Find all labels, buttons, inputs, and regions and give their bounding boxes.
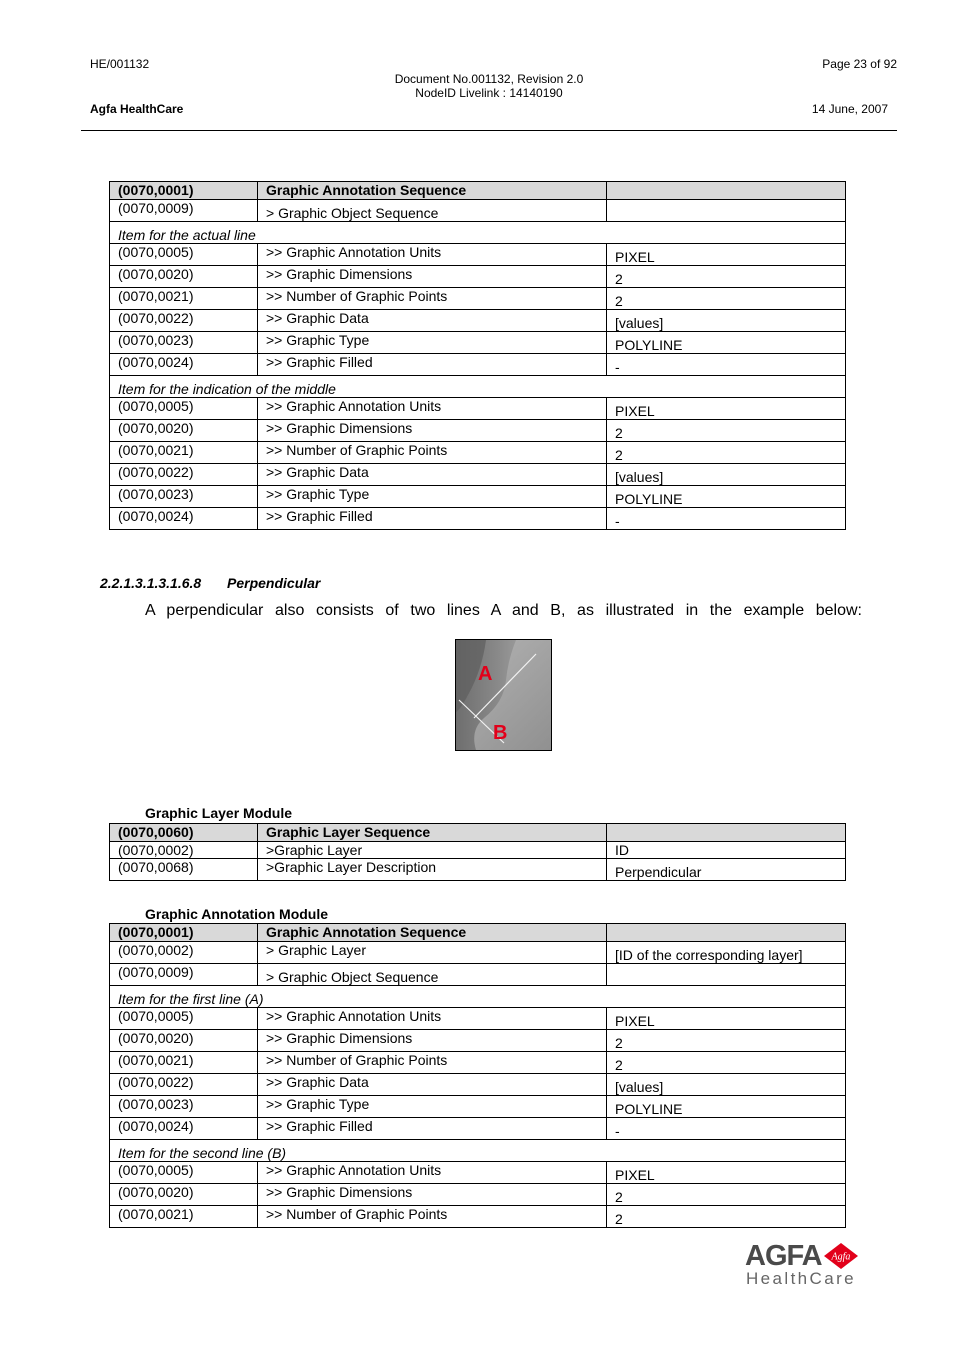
- logo-badge-text: Agfa: [831, 1251, 851, 1263]
- table-row: [110, 288, 846, 310]
- tag-cell: (0070,0002): [110, 942, 258, 964]
- value-cell: ID: [607, 842, 846, 859]
- value-cell: 2: [607, 1030, 846, 1052]
- table-row: [110, 332, 846, 354]
- name-cell: >> Graphic Data: [258, 464, 607, 486]
- table-header-row: [110, 824, 846, 842]
- value-cell: PIXEL: [607, 1008, 846, 1030]
- table-row: [110, 1118, 846, 1140]
- value-cell: -: [607, 508, 846, 530]
- value-cell: 2: [607, 420, 846, 442]
- table-row: [110, 1096, 846, 1118]
- name-cell: >> Graphic Annotation Units: [258, 244, 607, 266]
- table-row: [110, 1162, 846, 1184]
- perpendicular-example-image: [455, 639, 552, 751]
- name-cell: >> Graphic Type: [258, 1096, 607, 1118]
- section-row: [110, 986, 846, 1008]
- name-cell: >> Graphic Annotation Units: [258, 398, 607, 420]
- tag-cell: (0070,0024): [110, 508, 258, 530]
- value-cell: [607, 924, 846, 942]
- section-title: Perpendicular: [227, 575, 321, 591]
- table-row: [110, 1206, 846, 1228]
- name-cell: >> Graphic Type: [258, 332, 607, 354]
- name-cell: >> Graphic Dimensions: [258, 1184, 607, 1206]
- tag-cell: (0070,0024): [110, 1118, 258, 1140]
- tag-cell: (0070,0001): [110, 924, 258, 942]
- table-row: [110, 859, 846, 881]
- table-row: [110, 508, 846, 530]
- tag-cell: (0070,0060): [110, 824, 258, 842]
- module-title-graphic-layer: Graphic Layer Module: [145, 805, 293, 821]
- name-cell: >> Graphic Filled: [258, 508, 607, 530]
- table-row: [110, 1030, 846, 1052]
- document-date: 14 June, 2007: [811, 102, 888, 116]
- tag-cell: (0070,0023): [110, 1096, 258, 1118]
- table-row: [110, 244, 846, 266]
- name-cell: >> Graphic Dimensions: [258, 1030, 607, 1052]
- table-row: [110, 942, 846, 964]
- value-cell: [values]: [607, 464, 846, 486]
- tag-cell: (0070,0023): [110, 486, 258, 508]
- label-b: B: [493, 722, 508, 744]
- name-cell: > Graphic Object Sequence: [258, 964, 607, 986]
- value-cell: -: [607, 354, 846, 376]
- section-label: Item for the indication of the middle: [110, 376, 846, 398]
- name-cell: >> Graphic Dimensions: [258, 266, 607, 288]
- table-row: [110, 1052, 846, 1074]
- table-header-row: [110, 924, 846, 942]
- name-cell: > Graphic Layer: [258, 942, 607, 964]
- value-cell: PIXEL: [607, 398, 846, 420]
- value-cell: [607, 824, 846, 842]
- table-row: [110, 420, 846, 442]
- value-cell: POLYLINE: [607, 332, 846, 354]
- tag-cell: (0070,0001): [110, 182, 258, 200]
- value-cell: 2: [607, 1184, 846, 1206]
- table-row: [110, 200, 846, 222]
- section-number: 2.2.1.3.1.3.1.6.8: [100, 575, 202, 591]
- logo-wordmark: AGFA: [745, 1240, 822, 1272]
- value-cell: 2: [607, 266, 846, 288]
- tag-cell: (0070,0020): [110, 1184, 258, 1206]
- tag-cell: (0070,0021): [110, 442, 258, 464]
- name-cell: >> Number of Graphic Points: [258, 1206, 607, 1228]
- agfa-healthcare-logo: [745, 1240, 865, 1290]
- tag-cell: (0070,0020): [110, 266, 258, 288]
- name-cell: >> Number of Graphic Points: [258, 288, 607, 310]
- table-row: [110, 464, 846, 486]
- graphic-annotation-table-perpendicular: [109, 923, 846, 1228]
- name-cell: >> Graphic Annotation Units: [258, 1162, 607, 1184]
- graphic-annotation-table-line: [109, 181, 846, 530]
- agfa-diamond-icon: [823, 1242, 859, 1270]
- name-cell: Graphic Layer Sequence: [258, 824, 607, 842]
- tag-cell: (0070,0021): [110, 1052, 258, 1074]
- value-cell: [ID of the corresponding layer]: [607, 942, 846, 964]
- tag-cell: (0070,0020): [110, 420, 258, 442]
- tag-cell: (0070,0021): [110, 1206, 258, 1228]
- table-header-row: [110, 182, 846, 200]
- table-row: [110, 398, 846, 420]
- name-cell: >Graphic Layer: [258, 842, 607, 859]
- section-label: Item for the actual line: [110, 222, 846, 244]
- name-cell: >> Graphic Filled: [258, 354, 607, 376]
- table-row: [110, 1008, 846, 1030]
- label-a: A: [478, 663, 493, 685]
- name-cell: >> Number of Graphic Points: [258, 1052, 607, 1074]
- tag-cell: (0070,0005): [110, 398, 258, 420]
- table-row: [110, 266, 846, 288]
- table-row: [110, 842, 846, 859]
- name-cell: >> Number of Graphic Points: [258, 442, 607, 464]
- document-code: HE/001132: [90, 57, 150, 71]
- value-cell: 2: [607, 1206, 846, 1228]
- value-cell: Perpendicular: [607, 859, 846, 881]
- value-cell: 2: [607, 288, 846, 310]
- tag-cell: (0070,0023): [110, 332, 258, 354]
- value-cell: PIXEL: [607, 244, 846, 266]
- table-row: [110, 964, 846, 986]
- company-name: Agfa HealthCare: [90, 102, 184, 116]
- header-divider: [81, 130, 897, 131]
- section-label: Item for the first line (A): [110, 986, 846, 1008]
- name-cell: >Graphic Layer Description: [258, 859, 607, 881]
- tag-cell: (0070,0024): [110, 354, 258, 376]
- name-cell: >> Graphic Type: [258, 486, 607, 508]
- value-cell: [values]: [607, 310, 846, 332]
- document-info: [300, 72, 678, 100]
- tag-cell: (0070,0022): [110, 464, 258, 486]
- tag-cell: (0070,0005): [110, 1162, 258, 1184]
- name-cell: >> Graphic Data: [258, 310, 607, 332]
- section-row: [110, 1140, 846, 1162]
- tag-cell: (0070,0009): [110, 964, 258, 986]
- tag-cell: (0070,0022): [110, 1074, 258, 1096]
- value-cell: -: [607, 1118, 846, 1140]
- tag-cell: (0070,0009): [110, 200, 258, 222]
- value-cell: [607, 182, 846, 200]
- tag-cell: (0070,0005): [110, 244, 258, 266]
- section-row: [110, 376, 846, 398]
- value-cell: 2: [607, 442, 846, 464]
- value-cell: [607, 200, 846, 222]
- page-number: Page 23 of 92: [822, 57, 897, 71]
- xray-illustration: [456, 640, 551, 750]
- table-row: [110, 1074, 846, 1096]
- value-cell: PIXEL: [607, 1162, 846, 1184]
- section-paragraph: A perpendicular also consists of two lines A and B, as illustrated in the example below:: [145, 602, 862, 619]
- name-cell: Graphic Annotation Sequence: [258, 182, 607, 200]
- name-cell: Graphic Annotation Sequence: [258, 924, 607, 942]
- section-row: [110, 222, 846, 244]
- document-number: Document No.001132, Revision 2.0: [394, 72, 584, 86]
- tag-cell: (0070,0021): [110, 288, 258, 310]
- name-cell: >> Graphic Annotation Units: [258, 1008, 607, 1030]
- logo-subtitle: HealthCare: [746, 1269, 856, 1288]
- value-cell: POLYLINE: [607, 486, 846, 508]
- table-row: [110, 442, 846, 464]
- name-cell: > Graphic Object Sequence: [258, 200, 607, 222]
- table-row: [110, 486, 846, 508]
- node-id: NodeID Livelink : 14140190: [415, 86, 563, 100]
- module-title-graphic-annotation: Graphic Annotation Module: [145, 906, 329, 922]
- value-cell: [607, 964, 846, 986]
- name-cell: >> Graphic Filled: [258, 1118, 607, 1140]
- tag-cell: (0070,0020): [110, 1030, 258, 1052]
- value-cell: 2: [607, 1052, 846, 1074]
- table-row: [110, 354, 846, 376]
- section-label: Item for the second line (B): [110, 1140, 846, 1162]
- section-heading: [100, 575, 320, 591]
- tag-cell: (0070,0022): [110, 310, 258, 332]
- value-cell: [values]: [607, 1074, 846, 1096]
- tag-cell: (0070,0005): [110, 1008, 258, 1030]
- value-cell: POLYLINE: [607, 1096, 846, 1118]
- name-cell: >> Graphic Data: [258, 1074, 607, 1096]
- name-cell: >> Graphic Dimensions: [258, 420, 607, 442]
- table-row: [110, 310, 846, 332]
- table-row: [110, 1184, 846, 1206]
- tag-cell: (0070,0002): [110, 842, 258, 859]
- graphic-layer-table: [109, 823, 846, 881]
- tag-cell: (0070,0068): [110, 859, 258, 881]
